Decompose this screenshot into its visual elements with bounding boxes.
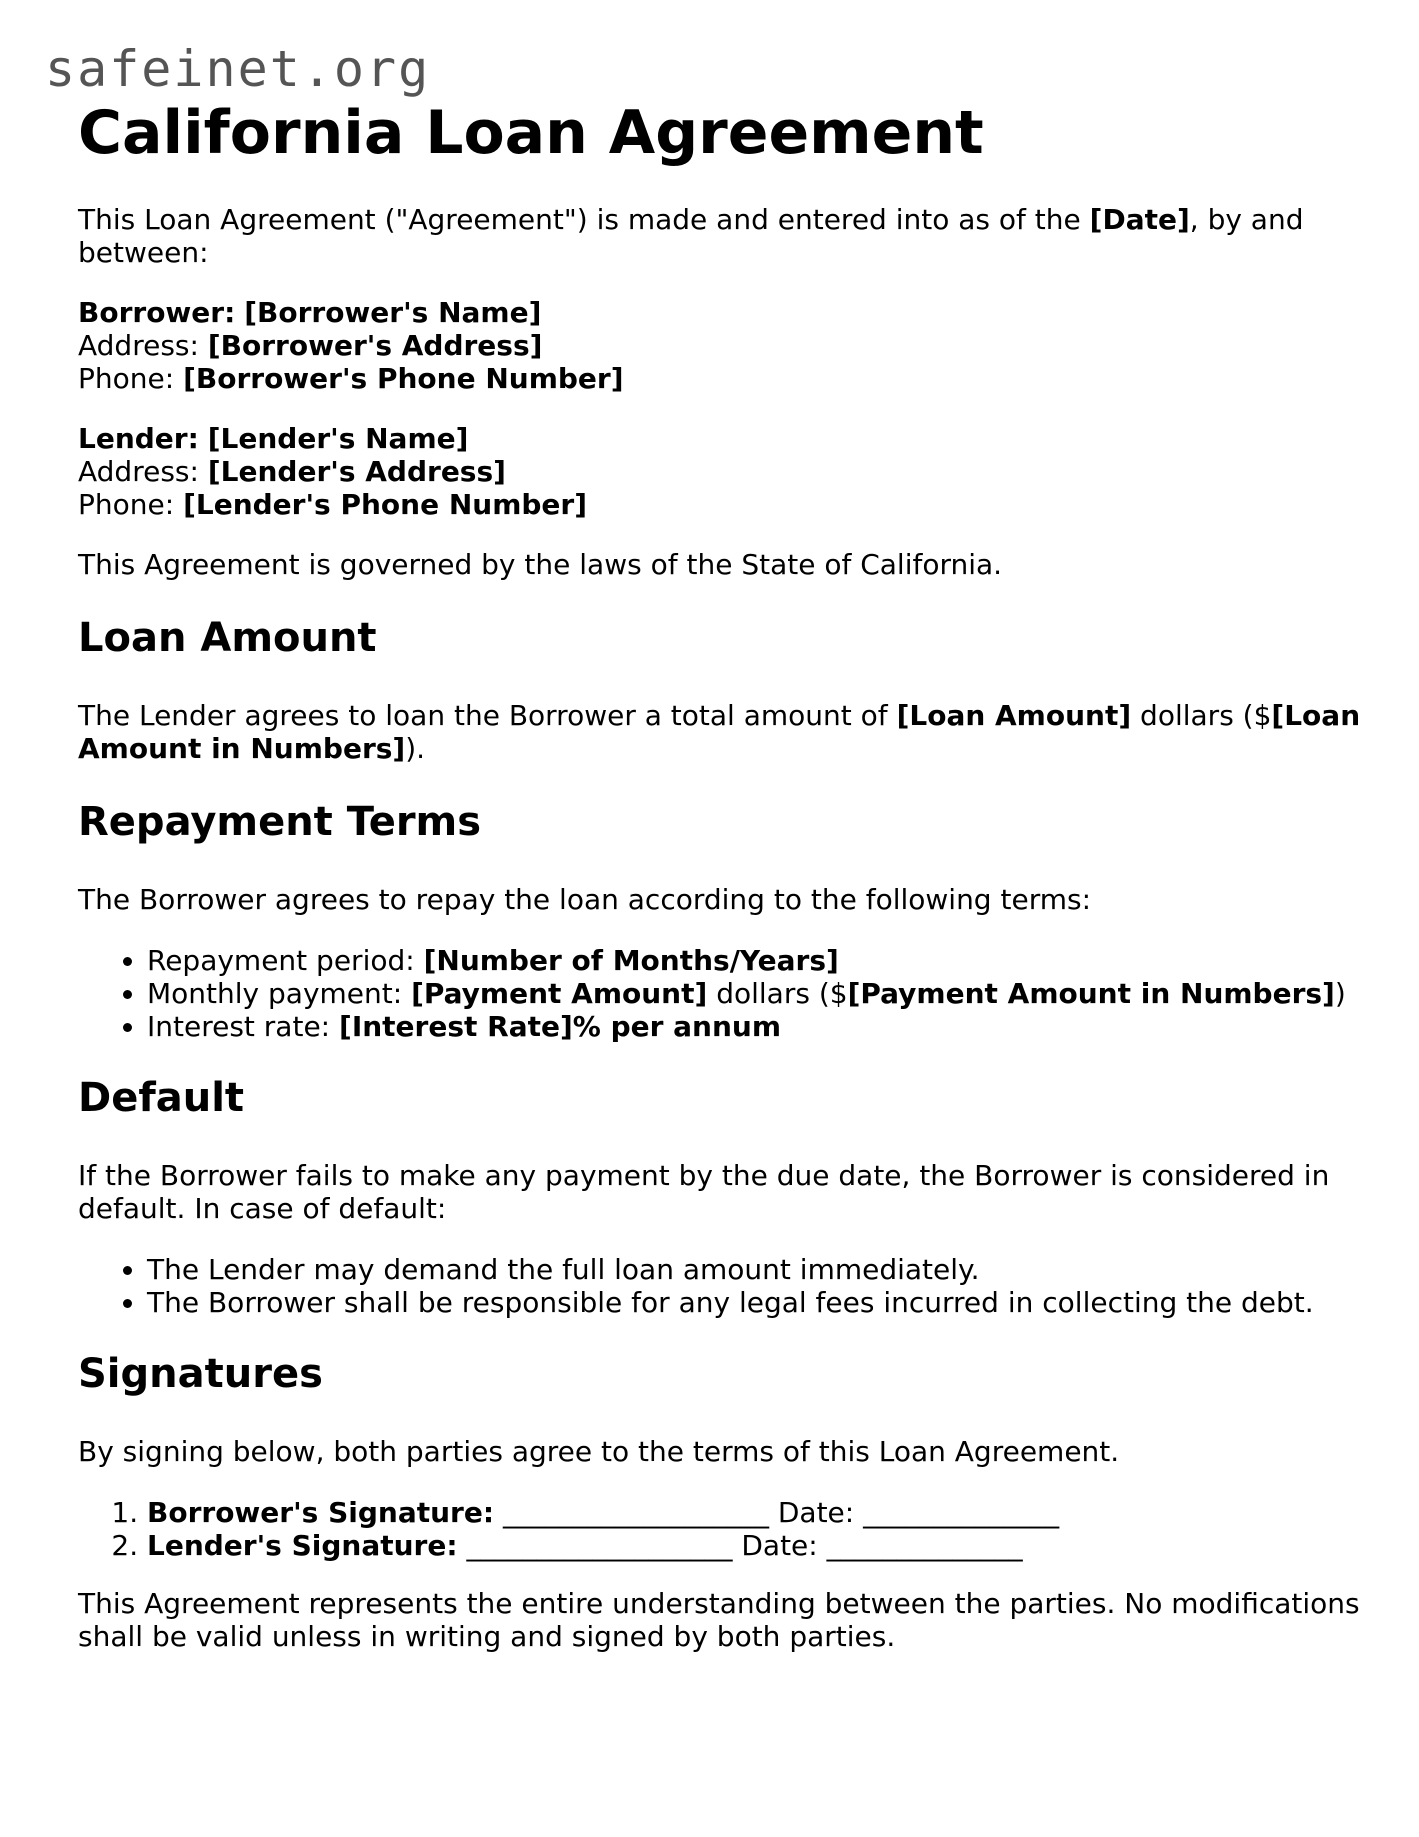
list-item [147,977,1419,1010]
lender-address-label: Address: [78,455,199,488]
loan-amount-paragraph [78,699,1368,765]
lender-phone-label: Phone: [78,488,175,521]
loan-amount-numbers-placeholder: [Loan Amount in Numbers] [78,699,1361,765]
lender-signature-label: Lender's Signature: [147,1529,458,1562]
interest-rate-value: [Interest Rate]% per annum [339,1010,782,1043]
list-item [147,944,1419,977]
borrower-phone: [Borrower's Phone Number] [183,362,624,395]
borrower-phone-label: Phone: [78,362,175,395]
default-intro: If the Borrower fails to make any payment by the due date, the Borrower is considered in default. In case of default: [78,1159,1330,1225]
repayment-period-value: [Number of Months/Years] [423,944,839,977]
monthly-payment-mid: dollars ($ [707,977,848,1010]
borrower-address-label: Address: [78,329,199,362]
borrower-signature-item [147,1496,1419,1529]
lender-phone: [Lender's Phone Number] [183,488,588,521]
page-title: California Loan Agreement [78,98,984,168]
repayment-terms-list [78,944,1419,1043]
borrower-signature-line: ___________________ Date: ______________ [494,1496,1060,1529]
lender-address: [Lender's Address] [207,455,506,488]
lender-signature-line: ___________________ Date: ______________ [457,1529,1023,1562]
list-item: • The Lender may demand the full loan amount immediately. [147,1253,1419,1286]
default-heading: Default [78,1075,245,1121]
monthly-payment-end: ) [1334,977,1346,1010]
signatures-list [78,1496,1419,1562]
loan-amount-text-b: dollars ($ [1131,699,1272,732]
watermark: safeinet.org [45,40,431,98]
interest-rate-label: Interest rate: [147,1010,340,1043]
date-placeholder: [Date] [1089,203,1190,236]
borrower-name: [Borrower's Name] [244,296,542,329]
list-item: • The Borrower shall be responsible for any legal fees incurred in collecting the debt. [147,1286,1419,1319]
loan-amount-placeholder: [Loan Amount] [896,699,1132,732]
borrower-signature-label: Borrower's Signature: [147,1496,495,1529]
list-item [147,1010,1419,1043]
lender-block [78,422,1368,521]
loan-amount-text-a: The Lender agrees to loan the Borrower a total amount of [78,699,897,732]
borrower-address: [Borrower's Address] [207,329,543,362]
loan-amount-heading: Loan Amount [78,615,377,661]
lender-signature-item [147,1529,1419,1562]
signatures-intro: By signing below, both parties agree to the terms of this Loan Agreement. [78,1435,1120,1468]
governing-law-paragraph: This Agreement is governed by the laws of the State of California. [78,548,1003,581]
lender-label: Lender: [78,422,199,455]
monthly-payment-value: [Payment Amount] [411,977,708,1010]
intro-text-b: , by and between: [78,203,1304,269]
borrower-block [78,296,1368,395]
repayment-period-label: Repayment period: [147,944,424,977]
intro-text-a: This Loan Agreement ("Agreement") is made and entered into as of the [78,203,1090,236]
monthly-payment-numbers: [Payment Amount in Numbers] [847,977,1335,1010]
signatures-heading: Signatures [78,1351,323,1397]
repayment-terms-heading: Repayment Terms [78,799,482,845]
monthly-payment-label: Monthly payment: [147,977,412,1010]
repayment-intro: The Borrower agrees to repay the loan according to the following terms: [78,883,1092,916]
default-list [78,1253,1419,1319]
borrower-label: Borrower: [78,296,236,329]
intro-paragraph [78,203,1368,269]
closing-paragraph: This Agreement represents the entire understanding between the parties. No modifications shall be valid unless in writing and signed by both parties. [78,1587,1360,1653]
loan-amount-text-c: ). [405,732,426,765]
lender-name: [Lender's Name] [207,422,469,455]
